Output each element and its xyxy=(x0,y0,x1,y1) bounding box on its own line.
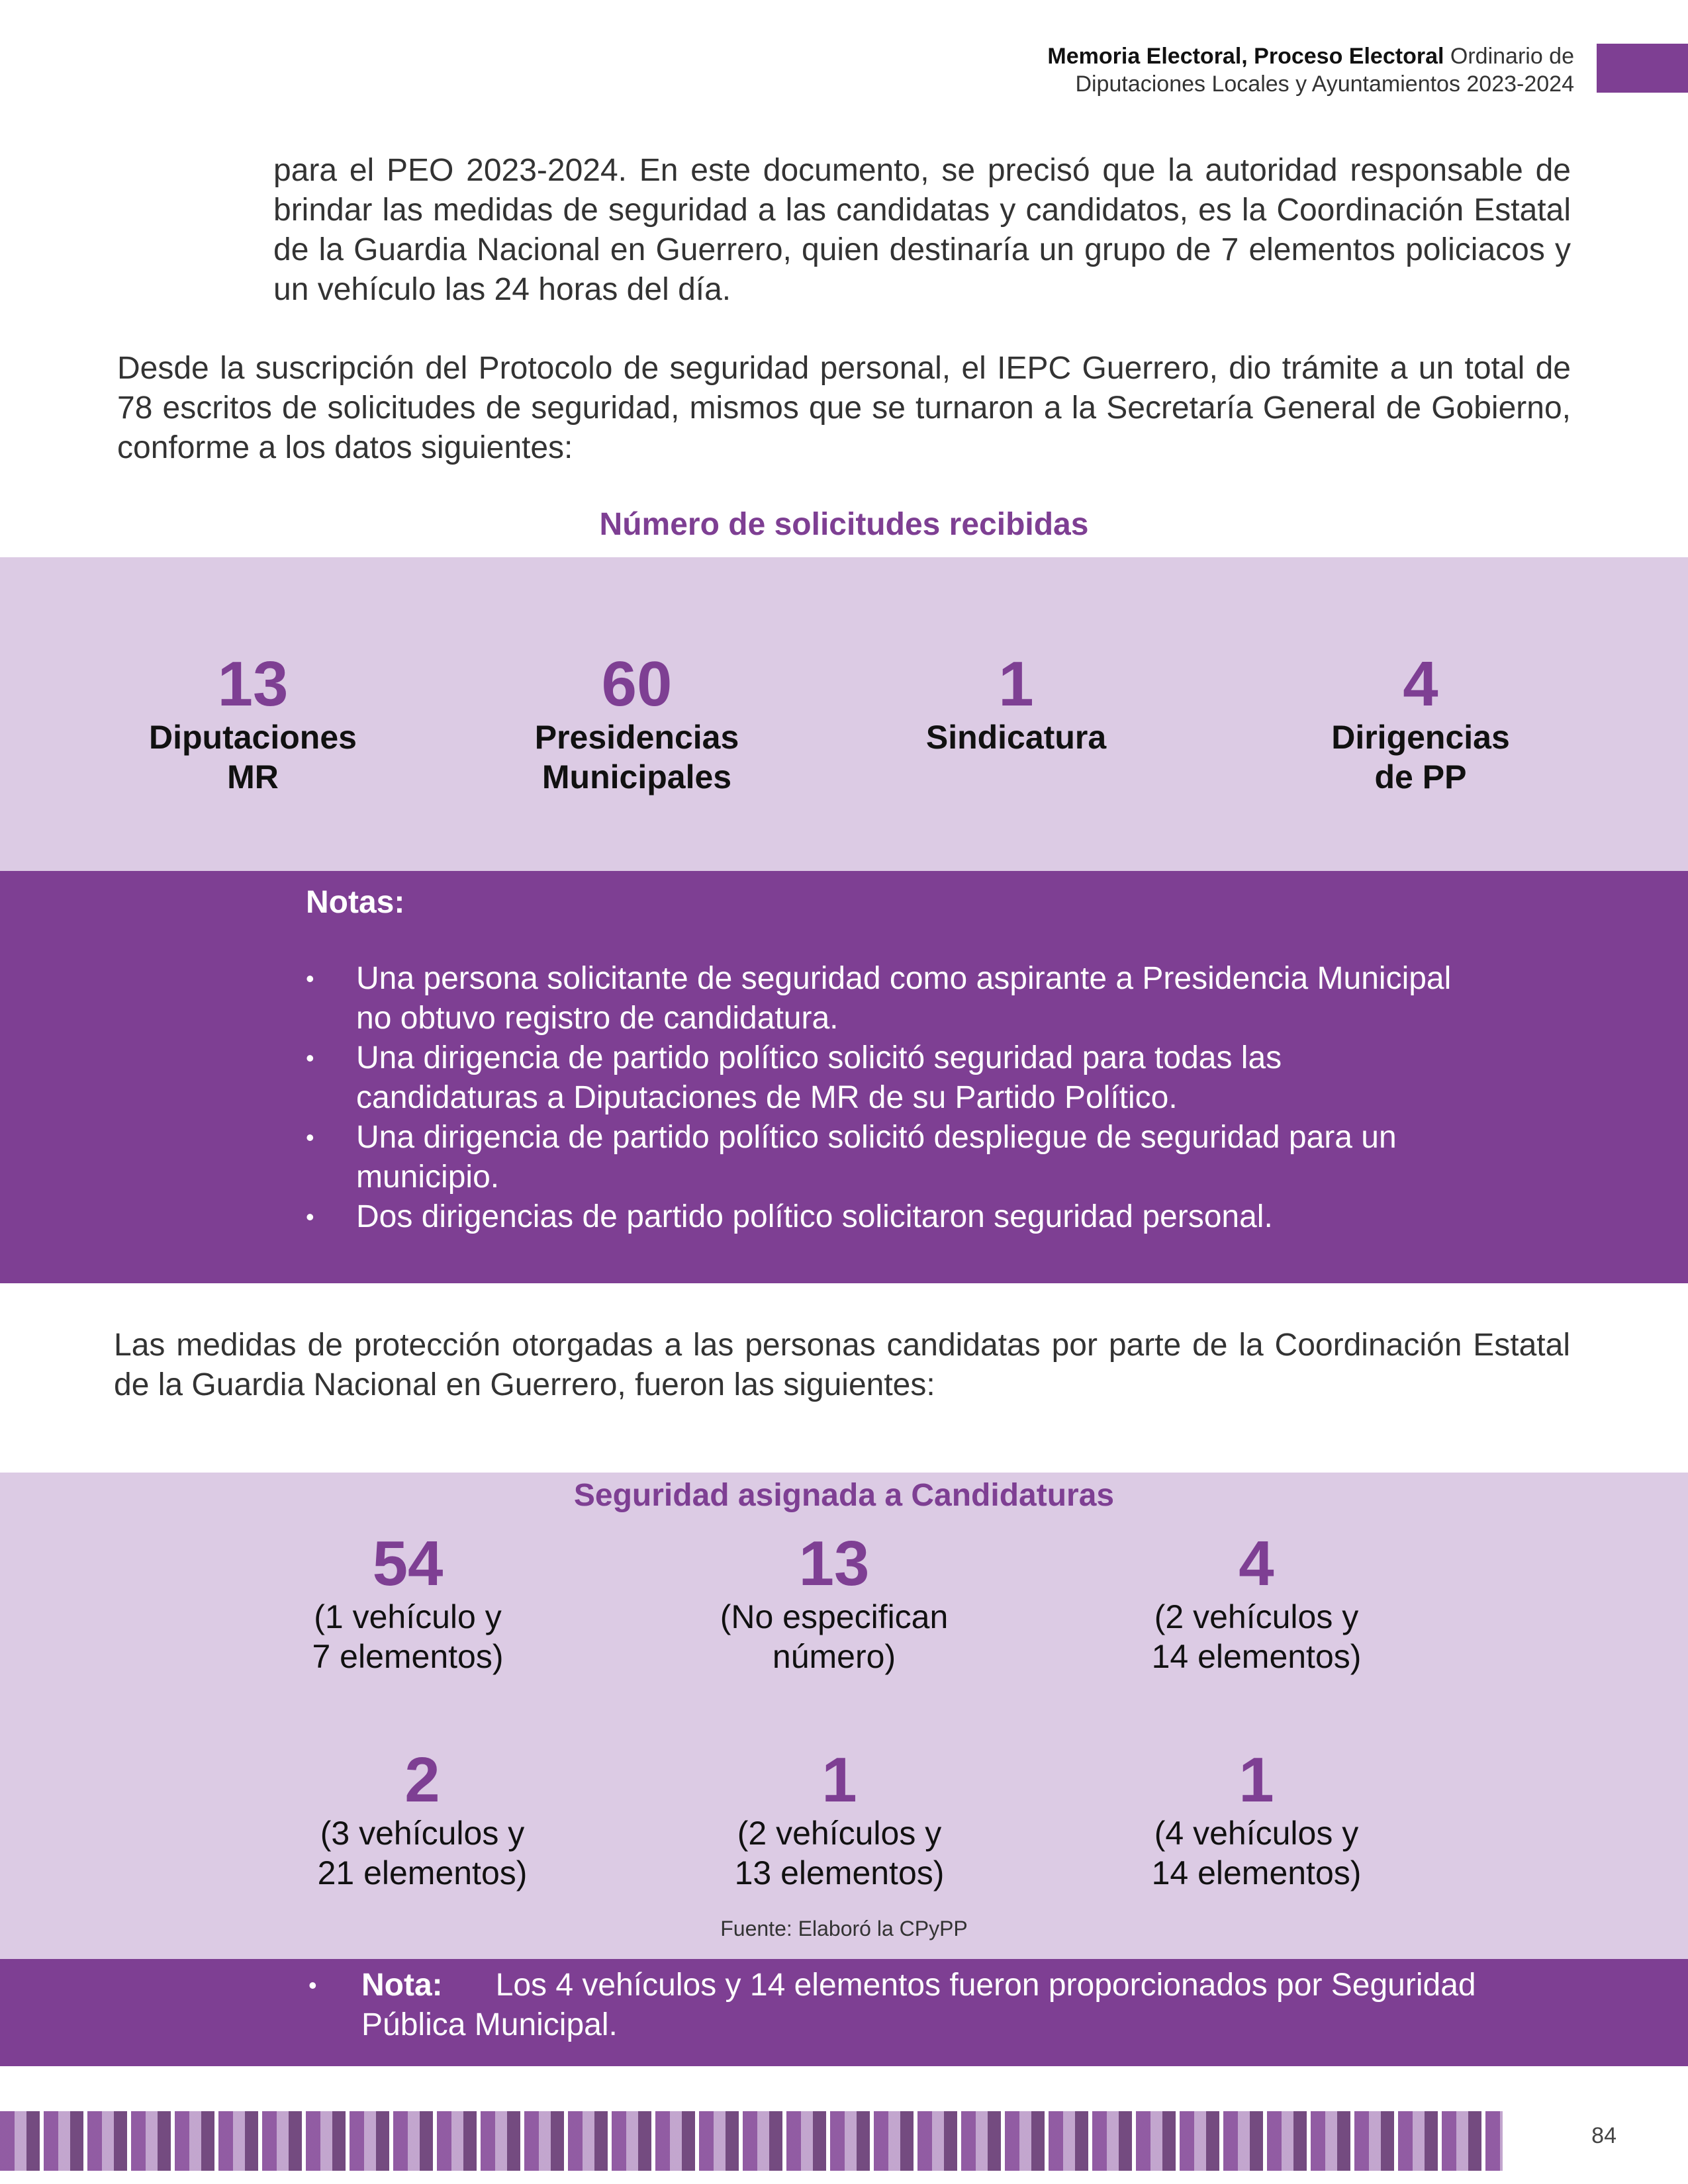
security-stat xyxy=(1098,1747,1415,1893)
stat-number: 4 xyxy=(1239,1528,1274,1599)
stat-label-line1: (No especifican xyxy=(720,1598,949,1635)
nota-block xyxy=(308,1966,1500,2045)
security-stat xyxy=(680,1747,998,1893)
stat-label-line2: 21 elementos) xyxy=(317,1854,528,1891)
note-item: • Dos dirigencias de partido político solicitaron seguridad personal. xyxy=(306,1197,1471,1237)
stat-presidencias xyxy=(478,651,796,797)
stat-label-line1: Dirigencias xyxy=(1331,719,1510,756)
stat-label-line1: (2 vehículos y xyxy=(737,1815,942,1852)
header-color-tab xyxy=(1597,44,1688,93)
stat-label-line2: MR xyxy=(227,758,279,796)
note-item: • Una dirigencia de partido político solicitó seguridad para todas las candidaturas a Diputaciones de MR de su Partido Político. xyxy=(306,1038,1471,1118)
source-caption: Fuente: Elaboró la CPyPP xyxy=(720,1917,968,1940)
stat-label-line2: número) xyxy=(772,1638,896,1675)
stat-label-line2: de PP xyxy=(1374,758,1467,796)
stat-number: 60 xyxy=(601,649,673,719)
security-stat xyxy=(263,1747,581,1893)
paragraph-2: Desde la suscripción del Protocolo de seguridad personal, el IEPC Guerrero, dio trámite a un total de 78 escritos de solicitudes de seguridad, mismos que se turnaron a la Secretaría General de Gobierno, conforme a los datos siguientes: xyxy=(117,351,1571,465)
security-band xyxy=(0,1473,1688,1959)
running-header xyxy=(1047,42,1574,98)
security-stat xyxy=(249,1528,567,1676)
stat-label-line1: Diputaciones xyxy=(149,719,357,756)
stat-number: 1 xyxy=(1239,1745,1274,1815)
security-title: Seguridad asignada a Candidaturas xyxy=(573,1478,1115,1513)
stat-number: 13 xyxy=(217,649,289,719)
stat-number: 54 xyxy=(372,1528,444,1599)
stat-label-line1: (1 vehículo y xyxy=(314,1598,502,1635)
stat-number: 2 xyxy=(404,1745,440,1815)
requests-band xyxy=(0,557,1688,871)
notes-title: Notas: xyxy=(306,885,405,920)
note-item: • Una persona solicitante de seguridad como aspirante a Presidencia Municipal no obtuvo registro de candidatura. xyxy=(306,959,1471,1038)
stat-label-line2: 14 elementos) xyxy=(1151,1638,1362,1675)
security-stat xyxy=(675,1528,993,1676)
notes-list xyxy=(306,959,1471,1237)
embroidery-border xyxy=(0,2111,1503,2171)
stat-number: 1 xyxy=(998,649,1034,719)
stat-label-line2: Municipales xyxy=(541,758,732,796)
paragraph-1: para el PEO 2023-2024. En este documento, se precisó que la autoridad responsable de brindar las medidas de seguridad a las candidatas y candidatos, es la Coordinación Estatal de la Guardia Nacional en Guerrero, quien destinaría un grupo de 7 elementos policiacos y un vehículo las 24 horas del día. xyxy=(273,153,1571,307)
stat-label-line1: Sindicatura xyxy=(925,719,1107,756)
header-title-bold: Memoria Electoral, Proceso Electoral xyxy=(1047,44,1444,69)
stat-number: 1 xyxy=(821,1745,857,1815)
note-item: • Una dirigencia de partido político solicitó despliegue de seguridad para un municipio. xyxy=(306,1118,1471,1197)
stat-sindicatura xyxy=(857,651,1175,757)
stat-label-line2: 13 elementos) xyxy=(734,1854,945,1891)
header-line-1 xyxy=(1047,42,1574,70)
stat-label-line2: 7 elementos) xyxy=(312,1638,504,1675)
header-line-2: Diputaciones Locales y Ayuntamientos 2023-2024 xyxy=(1075,71,1574,97)
stat-diputaciones xyxy=(94,651,412,797)
stat-number: 13 xyxy=(798,1528,870,1599)
nota-label: Nota: xyxy=(361,1968,443,2003)
stat-label-line1: (4 vehículos y xyxy=(1154,1815,1359,1852)
page-number: 84 xyxy=(1591,2123,1617,2148)
stat-label-line1: (2 vehículos y xyxy=(1154,1598,1359,1635)
security-stat xyxy=(1098,1528,1415,1676)
nota-text-wrap xyxy=(308,1966,1500,2045)
nota-text: Los 4 vehículos y 14 elementos fueron proporcionados por Seguridad Pública Municipal. xyxy=(361,1968,1476,2042)
stat-label-line1: (3 vehículos y xyxy=(320,1815,525,1852)
stat-dirigencias xyxy=(1262,651,1579,797)
header-title-rest: Ordinario de xyxy=(1450,44,1574,69)
paragraph-3: Las medidas de protección otorgadas a las personas candidatas por parte de la Coordinación Estatal de la Guardia Nacional en Guerrero, fueron las siguientes: xyxy=(114,1328,1570,1402)
bullet-glyph: • xyxy=(308,1972,317,1999)
stat-label-line1: Presidencias xyxy=(534,719,739,756)
stat-number: 4 xyxy=(1403,649,1438,719)
requests-title: Número de solicitudes recibidas xyxy=(599,507,1089,542)
stat-label-line2: 14 elementos) xyxy=(1151,1854,1362,1891)
